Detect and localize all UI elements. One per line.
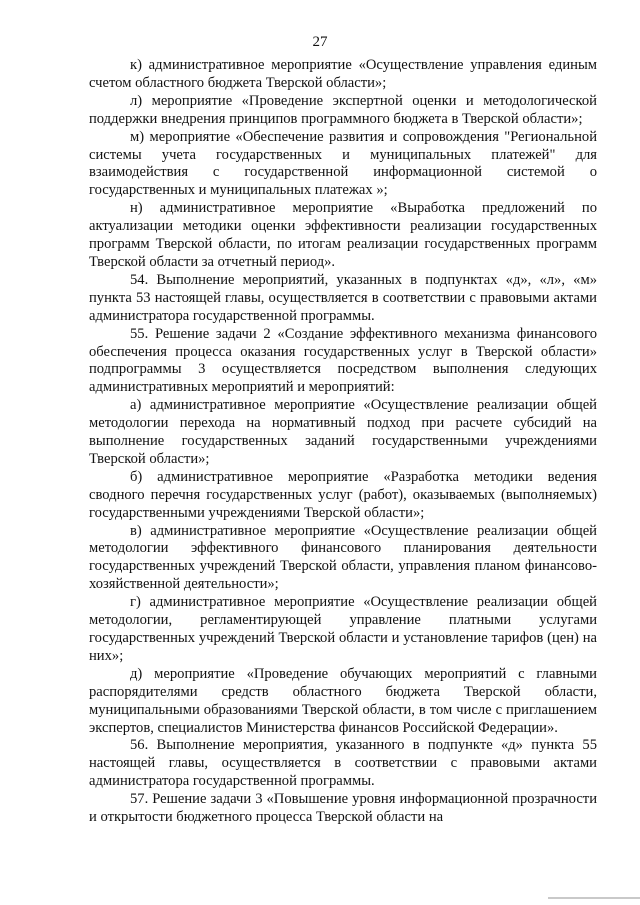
item-m: м) мероприятие «Обеспечение развития и сопровождения "Региональной системы учета государственных и муниципальных платежей" для взаимодействия с государственной информационной системой о государственных и муниципальных платежах »; bbox=[89, 128, 597, 199]
document-body bbox=[89, 57, 597, 827]
clause-54: 54. Выполнение мероприятий, указанных в подпунктах «д», «л», «м» пункта 53 настоящей главы, осуществляется в соответствии с правовыми актами администратора государственной программы. bbox=[89, 271, 597, 324]
item-g: г) административное мероприятие «Осуществление реализации общей методологии, регламентирующей управление платными услугами государственных учреждений Тверской области и установление тарифов (цен) на них»; bbox=[89, 594, 597, 664]
item-b: б) административное мероприятие «Разработка методики ведения сводного перечня государственных услуг (работ), оказываемых (выполняемых) государственными учреждениями Тверской области»; bbox=[89, 468, 597, 521]
clause-57: 57. Решение задачи 3 «Повышение уровня информационной прозрачности и открытости бюджетного процесса Тверской области на bbox=[89, 791, 597, 826]
item-k: к) административное мероприятие «Осуществление управления единым счетом областного бюджета Тверской области»; bbox=[89, 57, 597, 91]
item-n: н) административное мероприятие «Выработка предложений по актуализации методики оценки эффективности реализации государственных программ Тверской области, по итогам реализации государственных программ Тверской области за отчетный период». bbox=[89, 200, 597, 270]
item-v: в) административное мероприятие «Осуществление реализации общей методологии эффективного финансового планирования деятельности государственных учреждений Тверской области, управления планом финансово-хозяйственной деятельности»; bbox=[89, 522, 597, 593]
item-a: а) административное мероприятие «Осуществление реализации общей методологии перехода на нормативный подход при расчете субсидий на выполнение государственных заданий государственными учреждениями Тверской области»; bbox=[89, 397, 597, 467]
item-l: л) мероприятие «Проведение экспертной оценки и методологической поддержки внедрения принципов программного бюджета в Тверской области»; bbox=[89, 92, 597, 127]
clause-56: 56. Выполнение мероприятия, указанного в подпункте «д» пункта 55 настоящей главы, осуществляется в соответствии с правовыми актами администратора государственной программы. bbox=[89, 737, 597, 790]
clause-55: 55. Решение задачи 2 «Создание эффективного механизма финансового обеспечения процесса оказания государственных услуг в Тверской области» подпрограммы 3 осуществляется посредством выполнения следующих административных мероприятий и мероприятий: bbox=[89, 325, 597, 396]
item-d: д) мероприятие «Проведение обучающих мероприятий с главными распорядителями средств областного бюджета Тверской области, муниципальными образованиями Тверской области, в том числе с приглашением экспертов, специалистов Министерства финансов Российской Федерации». bbox=[89, 665, 597, 736]
scan-edge-mark bbox=[548, 897, 640, 899]
page-number: 27 bbox=[312, 34, 328, 50]
